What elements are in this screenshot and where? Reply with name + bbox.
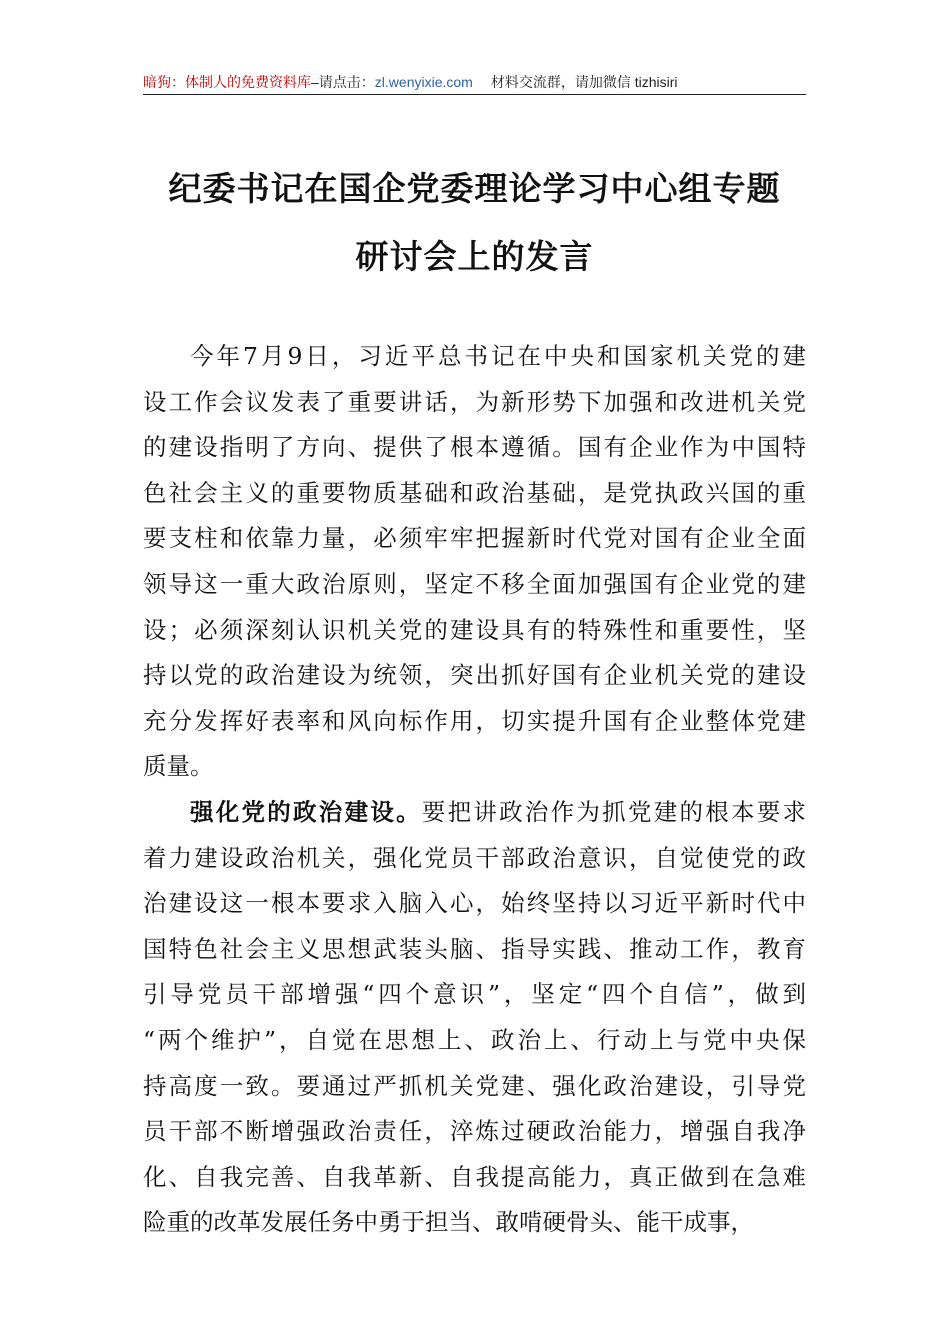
text-line: 质量。 bbox=[143, 752, 214, 781]
text-line: 今年7月9日，习近平总书记在中央和国家机关党的建 bbox=[190, 342, 806, 370]
text-line: 要支柱和依靠力量，必须牢牢把握新时代党对国有企业全面 bbox=[143, 524, 806, 553]
text-line: 设；必须深刻认识机关党的建设具有的特殊性和重要性，坚 bbox=[143, 615, 806, 644]
header-divider bbox=[143, 94, 806, 95]
text-line: 引导党员干部增强“四个意识”，坚定“四个自信”，做到 bbox=[143, 980, 806, 1009]
text-line: 领导这一重大政治原则，坚定不移全面加强国有企业党的建 bbox=[143, 569, 806, 598]
text-line: 持以党的政治建设为统领，突出抓好国有企业机关党的建设 bbox=[143, 661, 806, 690]
text-line: 色社会主义的重要物质基础和政治基础，是党执政兴国的重 bbox=[143, 478, 806, 507]
paragraph-intro bbox=[143, 334, 806, 790]
document-title-line-2: 研讨会上的发言 bbox=[355, 237, 594, 276]
paragraph-political-building bbox=[143, 790, 806, 1246]
banner-click-prompt: –请点击： bbox=[311, 74, 375, 90]
source-banner bbox=[143, 70, 805, 94]
text-line: 治建设这一根本要求入脑入心，始终坚持以习近平新时代中 bbox=[143, 889, 806, 918]
text-line: 化、自我完善、自我革新、自我提高能力，真正做到在急难 bbox=[143, 1162, 806, 1191]
text-line: 员干部不断增强政治责任，淬炼过硬政治能力，增强自我净 bbox=[143, 1117, 806, 1146]
document-body bbox=[143, 334, 806, 1246]
section-lead-text: 要把讲政治作为抓党建的根本要求 bbox=[421, 797, 807, 826]
text-line: 险重的改革发展任务中勇于担当、敢啃硬骨头、能干成事， bbox=[143, 1208, 754, 1237]
text-line: 设工作会议发表了重要讲话，为新形势下加强和改进机关党 bbox=[143, 387, 806, 416]
banner-brand: 暗狗：体制人的免费资料库 bbox=[143, 74, 311, 90]
text-line: 着力建设政治机关，强化党员干部政治意识，自觉使党的政 bbox=[143, 843, 806, 872]
banner-group-note: 材料交流群，请加微信 tizhisiri bbox=[490, 74, 678, 90]
text-line: 的建设指明了方向、提供了根本遵循。国有企业作为中国特 bbox=[143, 433, 806, 462]
text-line: 国特色社会主义思想武装头脑、指导实践、推动工作，教育 bbox=[143, 934, 806, 963]
section-lead-heading: 强化党的政治建设。 bbox=[190, 797, 422, 826]
document-title-line-1: 纪委书记在国企党委理论学习中心组专题 bbox=[168, 169, 781, 208]
text-line bbox=[143, 790, 806, 836]
text-line: “两个维护”，自觉在思想上、政治上、行动上与党中央保 bbox=[143, 1025, 806, 1054]
text-line: 持高度一致。要通过严抓机关党建、强化政治建设，引导党 bbox=[143, 1071, 806, 1100]
text-line: 充分发挥好表率和风向标作用，切实提升国有企业整体党建 bbox=[143, 706, 806, 735]
banner-url-link[interactable]: zl.wenyixie.com bbox=[374, 74, 473, 90]
